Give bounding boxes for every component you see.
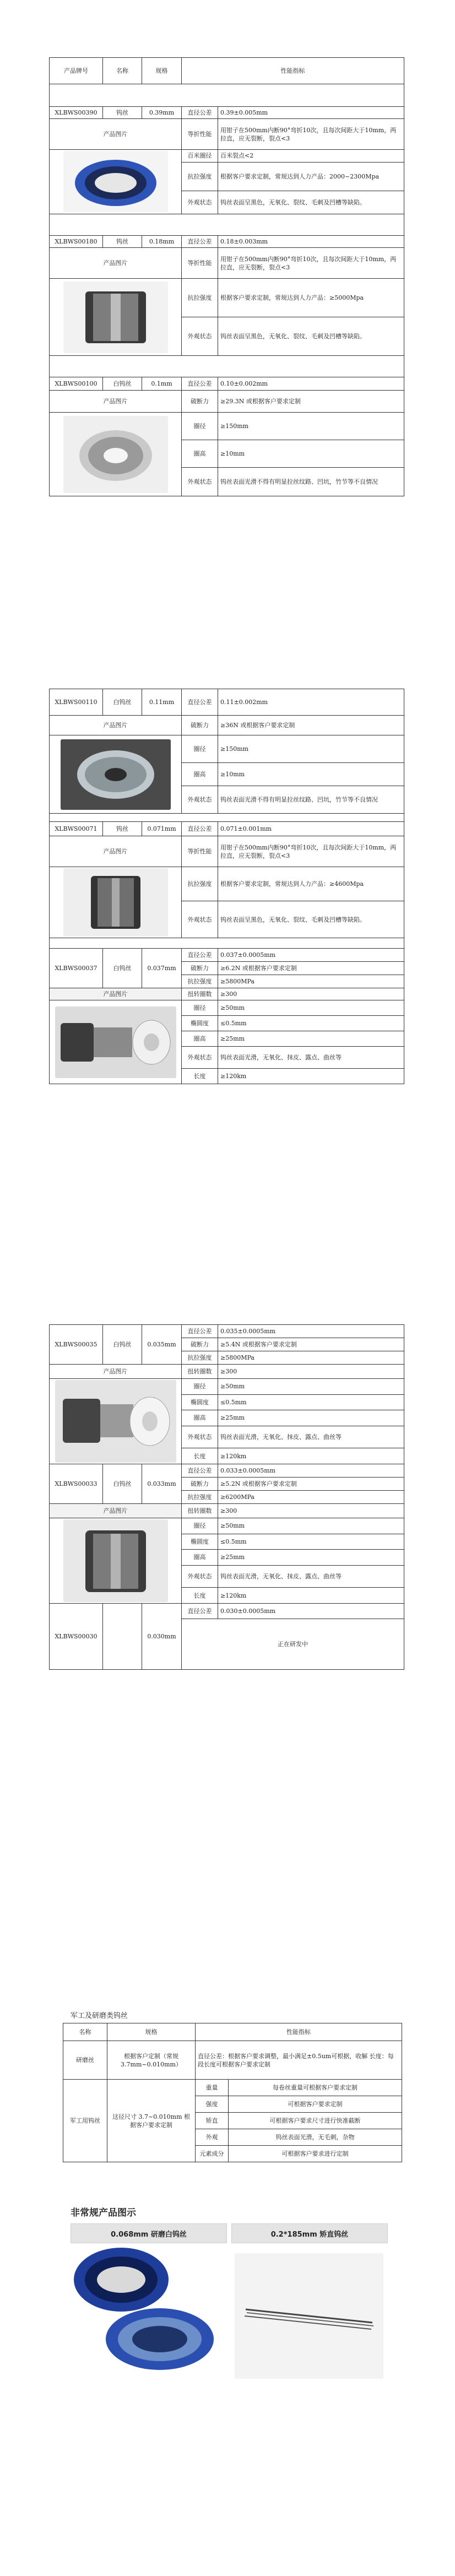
label-diam-tol: 直径公差 bbox=[182, 949, 218, 962]
label-length: 长度 bbox=[182, 1448, 218, 1464]
military-section-title: 军工及研磨类钨丝 bbox=[71, 2012, 128, 2020]
value-equal-len: 用钳子在500mm内断90°弯折10次，且每次间距大于10mm，两拉直，应无裂断，裂点<3 bbox=[218, 248, 404, 279]
header-name: 名称 bbox=[103, 58, 142, 84]
value-length: ≥120km bbox=[218, 1588, 404, 1604]
value-breaking: ≥29.3N 或根据客户要求定制 bbox=[218, 391, 404, 413]
label-appearance: 外观状态 bbox=[182, 786, 218, 814]
value-ring-size: 百米裂点<2 bbox=[218, 150, 404, 163]
product-image-label: 产品图片 bbox=[50, 716, 182, 735]
nonstd-section-title: 非常规产品图示 bbox=[71, 2207, 136, 2218]
mil-prop-value: 可根据客户要求定制 bbox=[229, 2096, 402, 2113]
label-diam-tol: 直径公差 bbox=[182, 1464, 218, 1478]
grind-name: 研磨丝 bbox=[63, 2041, 107, 2080]
product-spec: 0.037mm bbox=[142, 949, 182, 988]
product-name: 钨丝 bbox=[103, 822, 142, 836]
label-ring-size: 百米圈径 bbox=[182, 150, 218, 163]
value-length: ≥120km bbox=[218, 1448, 404, 1464]
label-flange: 圈径 bbox=[182, 735, 218, 763]
value-equal-len: 用钳子在500mm内断90°弯折10次，且每次间距大于10mm，两拉直，应无裂断，裂点<3 bbox=[218, 836, 404, 867]
wire-spool-image bbox=[63, 282, 168, 353]
label-diam-tol: 直径公差 bbox=[182, 377, 218, 391]
product-image-cell bbox=[50, 1000, 182, 1084]
label-diam-tol: 直径公差 bbox=[182, 1325, 218, 1338]
label-height: 圈高 bbox=[182, 1410, 218, 1426]
product-image-cell bbox=[50, 279, 182, 356]
label-winding: 扭转圈数 bbox=[182, 1365, 218, 1379]
product-code: XLBWS00390 bbox=[50, 107, 103, 119]
header-perf: 性能指标 bbox=[182, 58, 404, 84]
product-code: XLBWS00033 bbox=[50, 1464, 103, 1504]
spacer-row bbox=[50, 356, 404, 377]
value-appearance: 钨丝表面光滑不得有明显拉丝纹路、凹坑，竹节等不良情况 bbox=[218, 786, 404, 814]
straight-wire-photo bbox=[235, 2253, 383, 2379]
label-appearance: 外观状态 bbox=[182, 1565, 218, 1588]
product-name: 白钨丝 bbox=[103, 377, 142, 391]
value-winding: ≥300 bbox=[218, 1365, 404, 1379]
label-tensile: 抗拉强度 bbox=[182, 162, 218, 191]
nonstd-item-2-title: 0.2*185mm 矫直钨丝 bbox=[231, 2223, 388, 2243]
value-flange: ≥50mm bbox=[218, 1379, 404, 1395]
product-name bbox=[103, 1604, 142, 1670]
label-equal-len: 等折性能 bbox=[182, 836, 218, 867]
nonstd-item-2-image bbox=[235, 2253, 383, 2379]
label-winding: 扭转圈数 bbox=[182, 1504, 218, 1518]
product-name: 白钨丝 bbox=[103, 689, 142, 716]
value-appearance: 钨丝表面光滑，无氧化、抹皮、露点、曲丝等 bbox=[218, 1565, 404, 1588]
label-tensile: 抗拉强度 bbox=[182, 975, 218, 988]
product-image-cell bbox=[50, 735, 182, 814]
label-breaking: 破断力 bbox=[182, 962, 218, 975]
label-equal-len: 等折性能 bbox=[182, 119, 218, 150]
product-spec: 0.035mm bbox=[142, 1325, 182, 1365]
label-winding: 扭转圈数 bbox=[182, 988, 218, 1000]
value-height: ≥10mm bbox=[218, 763, 404, 786]
mil-prop-value: 每卷丝重量可根据客户要求定制 bbox=[229, 2080, 402, 2096]
product-code: XLBWS00110 bbox=[50, 689, 103, 716]
product-spec: 0.071mm bbox=[142, 822, 182, 836]
mil-prop-key: 强度 bbox=[196, 2096, 229, 2113]
label-flange: 圈径 bbox=[182, 1000, 218, 1016]
value-appearance: 钨丝表面呈黑色，无氧化、裂纹、毛刺及凹槽等缺陷。 bbox=[218, 901, 404, 938]
value-flange: ≥150mm bbox=[218, 735, 404, 763]
label-appearance: 外观状态 bbox=[182, 1426, 218, 1448]
grind-perf: 直径公差：根据客户要求调整，最小满足±0.5um可根据，收解 长度：每段长度可根据客户要求定制 bbox=[196, 2041, 402, 2080]
product-name: 白钨丝 bbox=[103, 1464, 142, 1504]
label-ellipse: 椭圆度 bbox=[182, 1534, 218, 1550]
label-appearance: 外观状态 bbox=[182, 901, 218, 938]
product-table-1 bbox=[49, 57, 404, 496]
wire-spool-image bbox=[55, 1380, 176, 1463]
value-height: ≥25mm bbox=[218, 1410, 404, 1426]
value-winding: ≥300 bbox=[218, 988, 404, 1000]
product-image-label: 产品图片 bbox=[50, 1365, 182, 1379]
value-appearance: 钨丝表面呈黑色，无氧化、裂纹、毛刺及凹槽等缺陷。 bbox=[218, 317, 404, 356]
spacer-row bbox=[50, 814, 404, 822]
value-length: ≥120km bbox=[218, 1069, 404, 1084]
value-tensile: ≥6200MPa bbox=[218, 1491, 404, 1504]
value-breaking: ≥5.2N 或根据客户要求定制 bbox=[218, 1478, 404, 1491]
value-height: ≥10mm bbox=[218, 440, 404, 468]
product-spec: 0.39mm bbox=[142, 107, 182, 119]
label-height: 圈高 bbox=[182, 440, 218, 468]
product-table-2 bbox=[49, 689, 404, 1084]
wire-spool-image bbox=[63, 151, 168, 213]
value-diam-tol: 0.030±0.0005mm bbox=[218, 1604, 404, 1619]
mil-prop-key: 元素成分 bbox=[196, 2146, 229, 2162]
product-code: XLBWS00037 bbox=[50, 949, 103, 988]
value-breaking: ≥5.4N 或根据客户要求定制 bbox=[218, 1338, 404, 1351]
label-appearance: 外观状态 bbox=[182, 1047, 218, 1069]
military-table bbox=[63, 2023, 402, 2162]
product-image-label: 产品图片 bbox=[50, 391, 182, 413]
product-image-label: 产品图片 bbox=[50, 836, 182, 867]
value-diam-tol: 0.11±0.002mm bbox=[218, 689, 404, 716]
product-name: 钨丝 bbox=[103, 236, 142, 248]
mil-header-spec: 规格 bbox=[107, 2023, 196, 2041]
label-appearance: 外观状态 bbox=[182, 317, 218, 356]
label-ellipse: 椭圆度 bbox=[182, 1016, 218, 1031]
value-appearance: 钨丝表面光滑，无氧化、抹皮、露点、曲丝等 bbox=[218, 1426, 404, 1448]
label-equal-len: 等折性能 bbox=[182, 248, 218, 279]
value-tensile: ≥5800MPa bbox=[218, 1351, 404, 1365]
wire-spool-image bbox=[63, 1519, 168, 1602]
mil-prop-key: 矫直 bbox=[196, 2113, 229, 2129]
value-equal-len: 用钳子在500mm内断90°弯折10次，且每次间距大于10mm，两拉直，应无裂断，裂点<3 bbox=[218, 119, 404, 150]
product-spec: 0.030mm bbox=[142, 1604, 182, 1670]
product-image-cell bbox=[50, 1379, 182, 1464]
value-diam-tol: 0.18±0.003mm bbox=[218, 236, 404, 248]
product-image-label: 产品图片 bbox=[50, 119, 182, 150]
label-diam-tol: 直径公差 bbox=[182, 107, 218, 119]
mil-header-name: 名称 bbox=[63, 2023, 107, 2041]
label-flange: 圈径 bbox=[182, 1379, 218, 1395]
value-appearance: 钨丝表面呈黑色，无氧化、裂纹、毛刺及凹槽等缺陷。 bbox=[218, 191, 404, 214]
mil-spec: 这径尺寸 3.7~0.010mm 根据客户要求定制 bbox=[107, 2080, 196, 2162]
blue-spool-photo bbox=[72, 2245, 215, 2373]
value-height: ≥25mm bbox=[218, 1550, 404, 1566]
value-appearance: 钨丝表面光滑，无氧化、抹皮、露点、曲丝等 bbox=[218, 1047, 404, 1069]
label-diam-tol: 直径公差 bbox=[182, 236, 218, 248]
value-height: ≥25mm bbox=[218, 1031, 404, 1047]
product-image-cell bbox=[50, 1518, 182, 1604]
product-image-cell bbox=[50, 150, 182, 214]
value-breaking: ≥6.2N 或根据客户要求定制 bbox=[218, 962, 404, 975]
label-breaking: 破断力 bbox=[182, 716, 218, 735]
value-appearance: 钨丝表面光滑不得有明显拉丝纹路、凹坑，竹节等不良情况 bbox=[218, 468, 404, 496]
mil-prop-key: 外观 bbox=[196, 2129, 229, 2146]
value-diam-tol: 0.037±0.0005mm bbox=[218, 949, 404, 962]
mil-header-perf: 性能指标 bbox=[196, 2023, 402, 2041]
mil-prop-value: 钨丝表面光滑，无毛刺，杂物 bbox=[229, 2129, 402, 2146]
value-diam-tol: 0.033±0.0005mm bbox=[218, 1464, 404, 1478]
label-diam-tol: 直径公差 bbox=[182, 689, 218, 716]
label-breaking: 破断力 bbox=[182, 1338, 218, 1351]
wire-spool-image bbox=[63, 416, 168, 493]
product-name: 钨丝 bbox=[103, 107, 142, 119]
spacer-row bbox=[50, 84, 404, 107]
label-tensile: 抗拉强度 bbox=[182, 1491, 218, 1504]
header-spec: 规格 bbox=[142, 58, 182, 84]
label-flange: 圈径 bbox=[182, 1518, 218, 1534]
mil-prop-value: 可根据客户要求进行定制 bbox=[229, 2146, 402, 2162]
value-tensile: ≥5800MPa bbox=[218, 975, 404, 988]
value-tensile: 根据客户要求定制，常规达到人力产品：2000~2300Mpa bbox=[218, 162, 404, 191]
value-winding: ≥300 bbox=[218, 1504, 404, 1518]
grind-spec: 根据客户定制（常规3.7mm~0.010mm） bbox=[107, 2041, 196, 2080]
label-breaking: 破断力 bbox=[182, 1478, 218, 1491]
value-diam-tol: 0.035±0.0005mm bbox=[218, 1325, 404, 1338]
product-image-cell bbox=[50, 867, 182, 938]
label-tensile: 抗拉强度 bbox=[182, 1351, 218, 1365]
product-image-label: 产品图片 bbox=[50, 988, 182, 1000]
product-table-3 bbox=[49, 1324, 404, 1670]
label-breaking: 破断力 bbox=[182, 391, 218, 413]
label-height: 圈高 bbox=[182, 1550, 218, 1566]
nonstd-item-1-image bbox=[72, 2245, 215, 2373]
label-diam-tol: 直径公差 bbox=[182, 1604, 218, 1619]
value-breaking: ≥36N 或根据客户要求定制 bbox=[218, 716, 404, 735]
product-name: 白钨丝 bbox=[103, 949, 142, 988]
value-ellipse: ≤0.5mm bbox=[218, 1394, 404, 1410]
label-length: 长度 bbox=[182, 1069, 218, 1084]
product-image-label: 产品图片 bbox=[50, 1504, 182, 1518]
label-diam-tol: 直径公差 bbox=[182, 822, 218, 836]
nonstd-item-1-title: 0.068mm 研磨白钨丝 bbox=[71, 2223, 227, 2243]
value-ellipse: ≤0.5mm bbox=[218, 1016, 404, 1031]
label-tensile: 抗拉强度 bbox=[182, 867, 218, 901]
label-flange: 圈径 bbox=[182, 413, 218, 440]
value-diam-tol: 0.071±0.001mm bbox=[218, 822, 404, 836]
product-name: 白钨丝 bbox=[103, 1325, 142, 1365]
product-spec: 0.18mm bbox=[142, 236, 182, 248]
developing-note: 正在研发中 bbox=[182, 1619, 404, 1670]
label-height: 圈高 bbox=[182, 763, 218, 786]
spacer-row bbox=[50, 938, 404, 949]
mil-name: 军工用钨丝 bbox=[63, 2080, 107, 2162]
wire-spool-image bbox=[61, 739, 171, 810]
product-code: XLBWS00100 bbox=[50, 377, 103, 391]
label-appearance: 外观状态 bbox=[182, 468, 218, 496]
label-ellipse: 椭圆度 bbox=[182, 1394, 218, 1410]
product-spec: 0.11mm bbox=[142, 689, 182, 716]
wire-spool-image bbox=[63, 868, 168, 937]
mil-prop-value: 可根据客户要求尺寸进行快准截断 bbox=[229, 2113, 402, 2129]
label-height: 圈高 bbox=[182, 1031, 218, 1047]
mil-prop-key: 重量 bbox=[196, 2080, 229, 2096]
product-code: XLBWS00180 bbox=[50, 236, 103, 248]
header-code: 产品牌号 bbox=[50, 58, 103, 84]
product-spec: 0.033mm bbox=[142, 1464, 182, 1504]
value-diam-tol: 0.10±0.002mm bbox=[218, 377, 404, 391]
label-tensile: 抗拉强度 bbox=[182, 279, 218, 317]
label-appearance: 外观状态 bbox=[182, 191, 218, 214]
value-flange: ≥50mm bbox=[218, 1000, 404, 1016]
product-code: XLBWS00035 bbox=[50, 1325, 103, 1365]
value-tensile: 根据客户要求定制，常规达到人力产品：≥4600Mpa bbox=[218, 867, 404, 901]
value-flange: ≥50mm bbox=[218, 1518, 404, 1534]
value-flange: ≥150mm bbox=[218, 413, 404, 440]
wire-spool-image bbox=[55, 1006, 176, 1078]
product-code: XLBWS00071 bbox=[50, 822, 103, 836]
value-tensile: 根据客户要求定制，常规达到人力产品：≥5000Mpa bbox=[218, 279, 404, 317]
value-diam-tol: 0.39±0.005mm bbox=[218, 107, 404, 119]
spacer-row bbox=[50, 214, 404, 236]
value-ellipse: ≤0.5mm bbox=[218, 1534, 404, 1550]
product-image-cell bbox=[50, 413, 182, 496]
product-spec: 0.1mm bbox=[142, 377, 182, 391]
product-code: XLBWS00030 bbox=[50, 1604, 103, 1670]
label-length: 长度 bbox=[182, 1588, 218, 1604]
product-image-label: 产品图片 bbox=[50, 248, 182, 279]
